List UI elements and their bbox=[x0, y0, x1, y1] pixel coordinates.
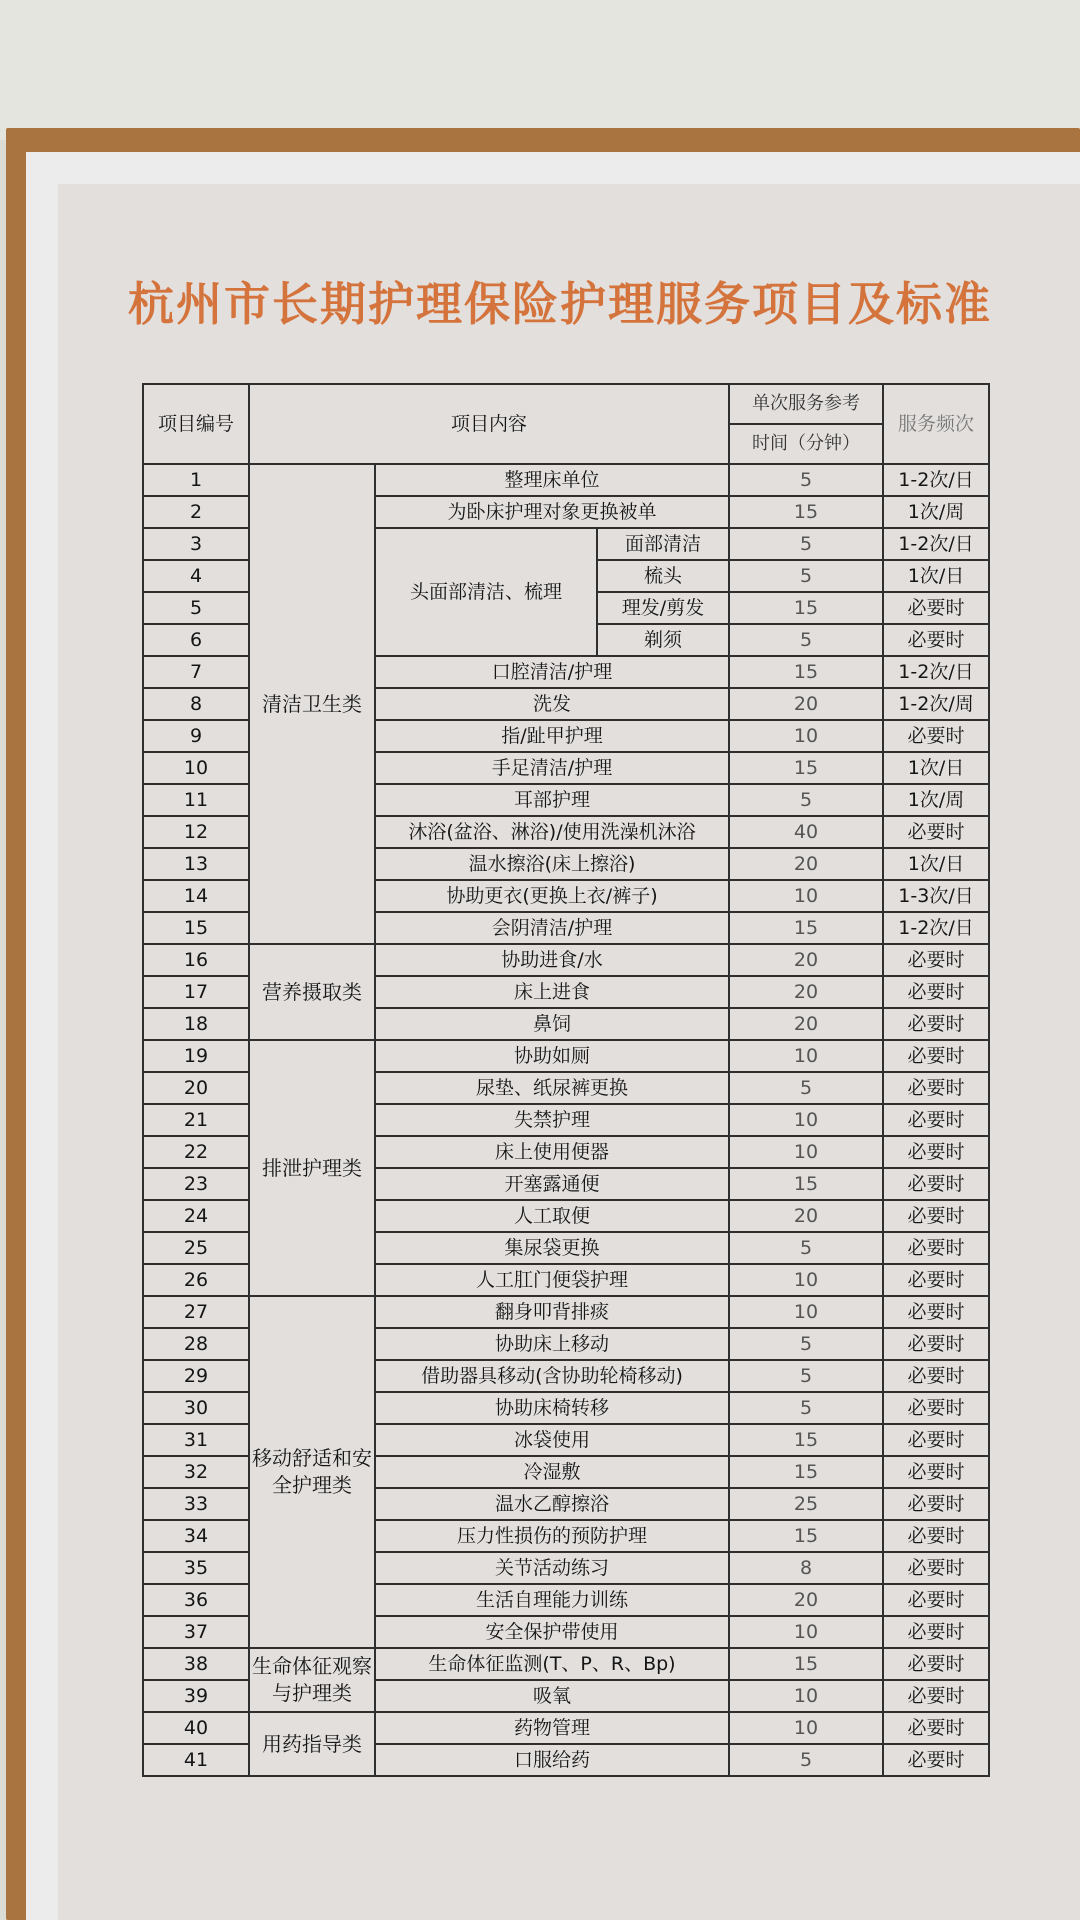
item-frequency: 必要时 bbox=[883, 1168, 989, 1200]
item-frequency: 必要时 bbox=[883, 624, 989, 656]
item-content: 床上进食 bbox=[375, 976, 729, 1008]
item-number: 19 bbox=[143, 1040, 249, 1072]
item-content: 人工取便 bbox=[375, 1200, 729, 1232]
item-content: 梳头 bbox=[597, 560, 729, 592]
item-content: 关节活动练习 bbox=[375, 1552, 729, 1584]
item-number: 30 bbox=[143, 1392, 249, 1424]
item-time: 20 bbox=[729, 944, 883, 976]
item-frequency: 必要时 bbox=[883, 816, 989, 848]
item-content: 温水乙醇擦浴 bbox=[375, 1488, 729, 1520]
item-frequency: 必要时 bbox=[883, 1424, 989, 1456]
item-content: 理发/剪发 bbox=[597, 592, 729, 624]
item-frequency: 必要时 bbox=[883, 1264, 989, 1296]
item-time: 15 bbox=[729, 1456, 883, 1488]
item-time: 20 bbox=[729, 848, 883, 880]
table-row bbox=[143, 944, 989, 976]
item-number: 36 bbox=[143, 1584, 249, 1616]
item-number: 8 bbox=[143, 688, 249, 720]
item-frequency: 1-2次/日 bbox=[883, 912, 989, 944]
item-time: 10 bbox=[729, 1136, 883, 1168]
item-frequency: 1-2次/日 bbox=[883, 464, 989, 496]
item-time: 15 bbox=[729, 1520, 883, 1552]
item-number: 17 bbox=[143, 976, 249, 1008]
item-time: 5 bbox=[729, 1072, 883, 1104]
item-time: 8 bbox=[729, 1552, 883, 1584]
header-content: 项目内容 bbox=[249, 384, 729, 464]
item-time: 10 bbox=[729, 1616, 883, 1648]
item-content: 面部清洁 bbox=[597, 528, 729, 560]
item-number: 9 bbox=[143, 720, 249, 752]
item-content: 口服给药 bbox=[375, 1744, 729, 1776]
item-frequency: 必要时 bbox=[883, 1744, 989, 1776]
header-frequency: 服务频次 bbox=[883, 384, 989, 464]
item-content: 安全保护带使用 bbox=[375, 1616, 729, 1648]
item-frequency: 必要时 bbox=[883, 1392, 989, 1424]
group-head-face: 头面部清洁、梳理 bbox=[375, 528, 597, 656]
item-time: 10 bbox=[729, 720, 883, 752]
item-content: 洗发 bbox=[375, 688, 729, 720]
header-time-bottom: 时间（分钟） bbox=[729, 424, 883, 464]
item-number: 7 bbox=[143, 656, 249, 688]
wall-background bbox=[0, 0, 1080, 140]
item-time: 20 bbox=[729, 976, 883, 1008]
item-time: 10 bbox=[729, 1296, 883, 1328]
item-time: 20 bbox=[729, 1008, 883, 1040]
item-time: 20 bbox=[729, 688, 883, 720]
header-number: 项目编号 bbox=[143, 384, 249, 464]
item-number: 32 bbox=[143, 1456, 249, 1488]
item-time: 25 bbox=[729, 1488, 883, 1520]
item-content: 床上使用便器 bbox=[375, 1136, 729, 1168]
item-time: 5 bbox=[729, 528, 883, 560]
item-content: 鼻饲 bbox=[375, 1008, 729, 1040]
item-number: 5 bbox=[143, 592, 249, 624]
page-title: 杭州市长期护理保险护理服务项目及标准 bbox=[128, 277, 992, 331]
item-time: 5 bbox=[729, 1392, 883, 1424]
item-time: 10 bbox=[729, 880, 883, 912]
item-number: 29 bbox=[143, 1360, 249, 1392]
item-frequency: 1次/日 bbox=[883, 752, 989, 784]
item-number: 35 bbox=[143, 1552, 249, 1584]
item-number: 34 bbox=[143, 1520, 249, 1552]
item-time: 10 bbox=[729, 1264, 883, 1296]
item-time: 5 bbox=[729, 624, 883, 656]
item-content: 会阴清洁/护理 bbox=[375, 912, 729, 944]
header-time-top: 单次服务参考 bbox=[729, 384, 883, 424]
item-time: 15 bbox=[729, 1648, 883, 1680]
item-frequency: 必要时 bbox=[883, 1680, 989, 1712]
item-frequency: 必要时 bbox=[883, 1584, 989, 1616]
item-number: 16 bbox=[143, 944, 249, 976]
item-frequency: 1-2次/周 bbox=[883, 688, 989, 720]
item-time: 20 bbox=[729, 1200, 883, 1232]
item-number: 12 bbox=[143, 816, 249, 848]
item-content: 生命体征监测(T、P、R、Bp) bbox=[375, 1648, 729, 1680]
item-time: 15 bbox=[729, 592, 883, 624]
table-row bbox=[143, 1296, 989, 1328]
item-time: 5 bbox=[729, 1744, 883, 1776]
item-content: 温水擦浴(床上擦浴) bbox=[375, 848, 729, 880]
item-number: 3 bbox=[143, 528, 249, 560]
item-number: 23 bbox=[143, 1168, 249, 1200]
item-content: 开塞露通便 bbox=[375, 1168, 729, 1200]
item-number: 24 bbox=[143, 1200, 249, 1232]
category-cell: 清洁卫生类 bbox=[249, 464, 375, 944]
item-time: 5 bbox=[729, 464, 883, 496]
item-frequency: 必要时 bbox=[883, 1008, 989, 1040]
item-content: 集尿袋更换 bbox=[375, 1232, 729, 1264]
item-frequency: 必要时 bbox=[883, 1200, 989, 1232]
table-row bbox=[143, 464, 989, 496]
item-frequency: 1次/日 bbox=[883, 848, 989, 880]
table-row bbox=[143, 1648, 989, 1680]
item-time: 5 bbox=[729, 560, 883, 592]
item-time: 15 bbox=[729, 496, 883, 528]
item-time: 40 bbox=[729, 816, 883, 848]
item-time: 20 bbox=[729, 1584, 883, 1616]
item-content: 整理床单位 bbox=[375, 464, 729, 496]
item-number: 40 bbox=[143, 1712, 249, 1744]
category-cell: 移动舒适和安全护理类 bbox=[249, 1296, 375, 1648]
item-content: 协助床椅转移 bbox=[375, 1392, 729, 1424]
item-frequency: 必要时 bbox=[883, 1104, 989, 1136]
item-frequency: 必要时 bbox=[883, 1360, 989, 1392]
item-number: 18 bbox=[143, 1008, 249, 1040]
item-frequency: 1-2次/日 bbox=[883, 656, 989, 688]
item-content: 吸氧 bbox=[375, 1680, 729, 1712]
item-number: 38 bbox=[143, 1648, 249, 1680]
item-content: 翻身叩背排痰 bbox=[375, 1296, 729, 1328]
item-content: 耳部护理 bbox=[375, 784, 729, 816]
item-number: 11 bbox=[143, 784, 249, 816]
item-time: 5 bbox=[729, 1232, 883, 1264]
item-time: 5 bbox=[729, 1360, 883, 1392]
item-number: 15 bbox=[143, 912, 249, 944]
item-content: 借助器具移动(含协助轮椅移动) bbox=[375, 1360, 729, 1392]
item-number: 6 bbox=[143, 624, 249, 656]
item-time: 10 bbox=[729, 1712, 883, 1744]
item-number: 2 bbox=[143, 496, 249, 528]
item-frequency: 必要时 bbox=[883, 1488, 989, 1520]
item-number: 39 bbox=[143, 1680, 249, 1712]
item-frequency: 必要时 bbox=[883, 976, 989, 1008]
item-content: 生活自理能力训练 bbox=[375, 1584, 729, 1616]
item-time: 10 bbox=[729, 1680, 883, 1712]
item-frequency: 必要时 bbox=[883, 1136, 989, 1168]
item-content: 沐浴(盆浴、淋浴)/使用洗澡机沐浴 bbox=[375, 816, 729, 848]
item-time: 15 bbox=[729, 1424, 883, 1456]
item-number: 21 bbox=[143, 1104, 249, 1136]
item-content: 冰袋使用 bbox=[375, 1424, 729, 1456]
item-content: 手足清洁/护理 bbox=[375, 752, 729, 784]
category-cell: 用药指导类 bbox=[249, 1712, 375, 1776]
item-frequency: 1次/日 bbox=[883, 560, 989, 592]
item-number: 20 bbox=[143, 1072, 249, 1104]
item-number: 33 bbox=[143, 1488, 249, 1520]
item-frequency: 必要时 bbox=[883, 944, 989, 976]
item-frequency: 1次/周 bbox=[883, 496, 989, 528]
item-number: 22 bbox=[143, 1136, 249, 1168]
item-time: 15 bbox=[729, 1168, 883, 1200]
item-content: 协助更衣(更换上衣/裤子) bbox=[375, 880, 729, 912]
item-frequency: 必要时 bbox=[883, 1552, 989, 1584]
category-cell: 生命体征观察与护理类 bbox=[249, 1648, 375, 1712]
item-number: 31 bbox=[143, 1424, 249, 1456]
item-frequency: 必要时 bbox=[883, 1040, 989, 1072]
item-frequency: 必要时 bbox=[883, 1520, 989, 1552]
item-content: 口腔清洁/护理 bbox=[375, 656, 729, 688]
item-number: 28 bbox=[143, 1328, 249, 1360]
table-row bbox=[143, 1040, 989, 1072]
item-number: 41 bbox=[143, 1744, 249, 1776]
item-frequency: 必要时 bbox=[883, 1648, 989, 1680]
item-content: 为卧床护理对象更换被单 bbox=[375, 496, 729, 528]
item-number: 1 bbox=[143, 464, 249, 496]
item-frequency: 必要时 bbox=[883, 1456, 989, 1488]
item-frequency: 必要时 bbox=[883, 1712, 989, 1744]
item-frequency: 1次/周 bbox=[883, 784, 989, 816]
item-time: 5 bbox=[729, 784, 883, 816]
item-number: 25 bbox=[143, 1232, 249, 1264]
item-content: 指/趾甲护理 bbox=[375, 720, 729, 752]
item-number: 37 bbox=[143, 1616, 249, 1648]
item-content: 尿垫、纸尿裤更换 bbox=[375, 1072, 729, 1104]
header-row bbox=[143, 384, 989, 424]
category-cell: 排泄护理类 bbox=[249, 1040, 375, 1296]
item-content: 剃须 bbox=[597, 624, 729, 656]
service-table bbox=[142, 383, 990, 1777]
item-time: 10 bbox=[729, 1040, 883, 1072]
item-time: 15 bbox=[729, 656, 883, 688]
item-content: 协助如厕 bbox=[375, 1040, 729, 1072]
item-number: 10 bbox=[143, 752, 249, 784]
item-number: 26 bbox=[143, 1264, 249, 1296]
item-frequency: 必要时 bbox=[883, 720, 989, 752]
item-time: 15 bbox=[729, 912, 883, 944]
item-number: 27 bbox=[143, 1296, 249, 1328]
item-number: 4 bbox=[143, 560, 249, 592]
item-content: 冷湿敷 bbox=[375, 1456, 729, 1488]
item-time: 5 bbox=[729, 1328, 883, 1360]
item-number: 13 bbox=[143, 848, 249, 880]
table-row bbox=[143, 1712, 989, 1744]
item-content: 协助进食/水 bbox=[375, 944, 729, 976]
item-frequency: 必要时 bbox=[883, 1296, 989, 1328]
item-frequency: 必要时 bbox=[883, 1072, 989, 1104]
category-cell: 营养摄取类 bbox=[249, 944, 375, 1040]
item-content: 压力性损伤的预防护理 bbox=[375, 1520, 729, 1552]
item-content: 药物管理 bbox=[375, 1712, 729, 1744]
item-content: 协助床上移动 bbox=[375, 1328, 729, 1360]
item-frequency: 必要时 bbox=[883, 1328, 989, 1360]
item-time: 15 bbox=[729, 752, 883, 784]
item-frequency: 必要时 bbox=[883, 592, 989, 624]
item-content: 人工肛门便袋护理 bbox=[375, 1264, 729, 1296]
item-frequency: 1-2次/日 bbox=[883, 528, 989, 560]
item-frequency: 必要时 bbox=[883, 1232, 989, 1264]
item-content: 失禁护理 bbox=[375, 1104, 729, 1136]
item-frequency: 1-3次/日 bbox=[883, 880, 989, 912]
item-number: 14 bbox=[143, 880, 249, 912]
item-time: 10 bbox=[729, 1104, 883, 1136]
item-frequency: 必要时 bbox=[883, 1616, 989, 1648]
